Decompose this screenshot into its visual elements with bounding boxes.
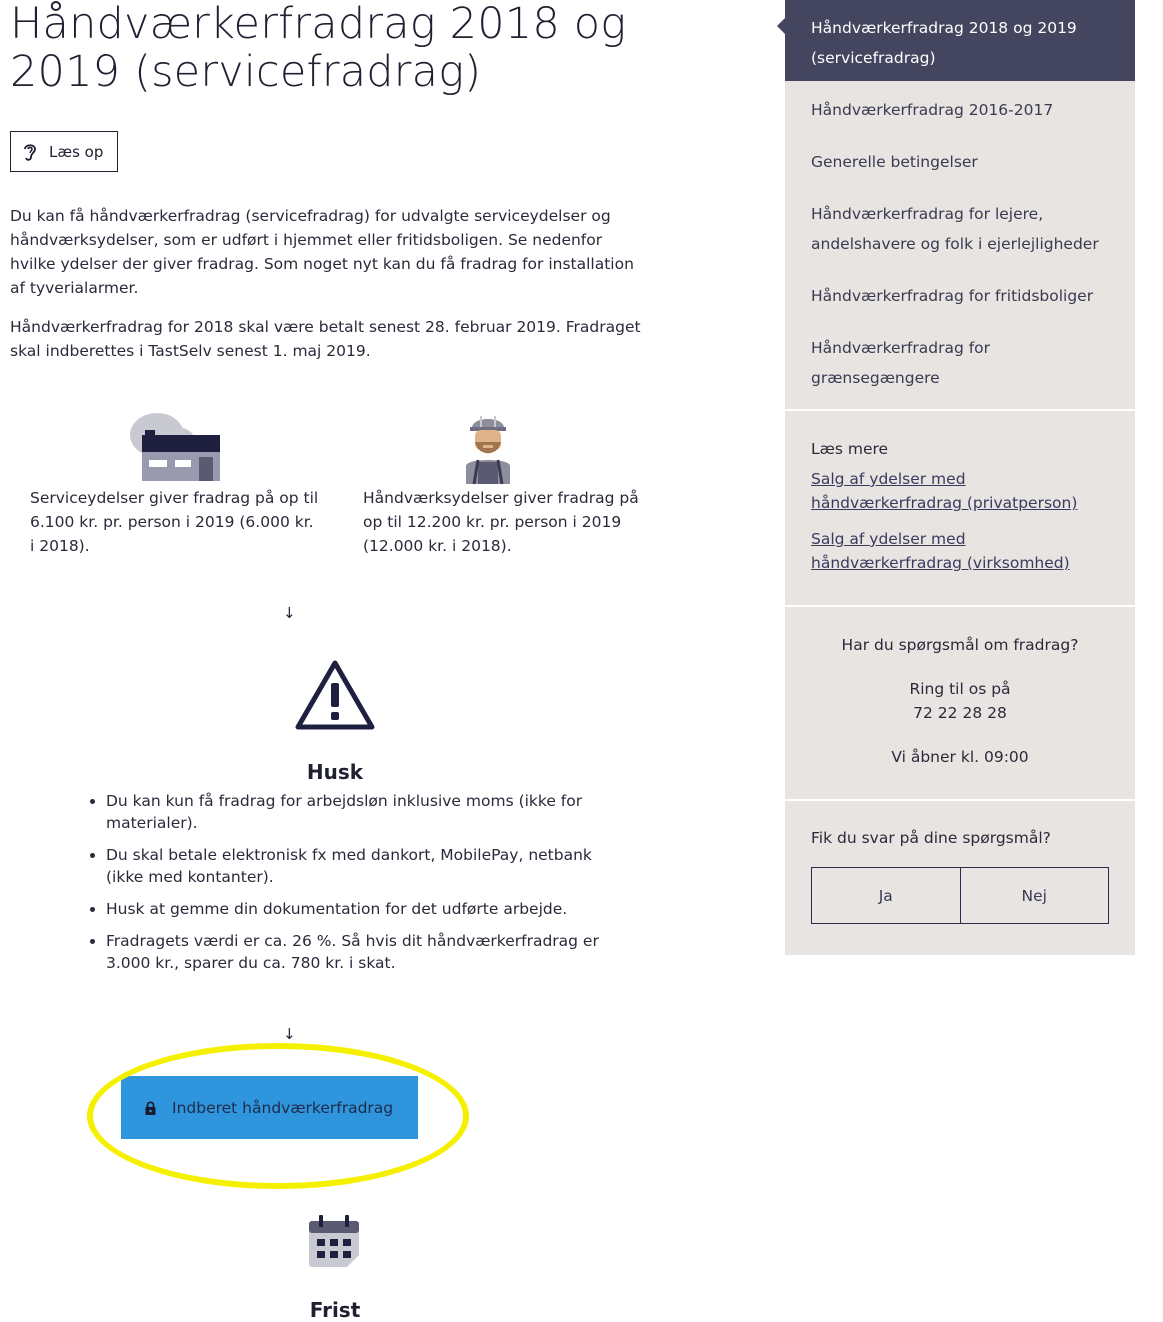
sidebar-nav xyxy=(785,81,1135,409)
intro-paragraph-1: Du kan få håndværkerfradrag (servicefradrag) for udvalgte serviceydelser og håndværksydelser, som er udført i hjemmet eller fritidsboligen. Se nedenfor hvilke ydelser der giver fradrag. Som noget nyt kan du få fradrag for installation af tyverialarmer. xyxy=(10,207,634,297)
remember-heading: Husk xyxy=(306,760,364,784)
contact-phone[interactable]: 72 22 28 28 xyxy=(913,704,1007,722)
read-aloud-button[interactable] xyxy=(10,131,118,172)
remember-list xyxy=(58,790,626,984)
report-deduction-label: Indberet håndværkerfradrag xyxy=(172,1098,394,1117)
read-more-panel xyxy=(785,411,1135,605)
sidebar-item-active[interactable]: Håndværkerfradrag 2018 og 2019 (servicefradrag) xyxy=(785,0,1135,81)
contact-hours: Vi åbner kl. 09:00 xyxy=(891,748,1029,766)
feedback-buttons xyxy=(811,867,1109,924)
sidebar xyxy=(785,0,1135,955)
feedback-no-button[interactable]: Nej xyxy=(961,867,1110,924)
lock-icon xyxy=(145,1101,156,1115)
service-benefit xyxy=(30,410,320,558)
sidebar-item-cross-border[interactable]: Håndværkerfradrag for grænsegængere xyxy=(811,339,991,387)
intro-paragraph-2: Håndværkerfradrag for 2018 skal være betalt senest 28. februar 2019. Fradraget skal indberettes i TastSelv senest 1. maj 2019. xyxy=(10,318,641,360)
craft-benefit xyxy=(363,410,643,558)
sidebar-item-holiday-homes[interactable]: Håndværkerfradrag for fritidsboliger xyxy=(811,287,1094,305)
feedback-question: Fik du svar på dine spørgsmål? xyxy=(811,829,1051,847)
list-item: • Fradragets værdi er ca. 26 %. Så hvis dit håndværkerfradrag er 3.000 kr., sparer du ca. 780 kr. i skat. xyxy=(106,930,626,974)
service-benefit-text: Serviceydelser giver fradrag på op til 6.100 kr. pr. person i 2019 (6.000 kr. i 2018). xyxy=(30,489,319,555)
down-arrow-icon: ↓ xyxy=(283,1025,296,1043)
read-more-link-private[interactable]: Salg af ydelser med håndværkerfradrag (privatperson) xyxy=(811,470,1078,512)
page-title: Håndværkerfradrag 2018 og 2019 (servicefradrag) xyxy=(10,0,627,97)
report-deduction-button[interactable] xyxy=(121,1076,418,1139)
house-icon xyxy=(127,410,222,486)
feedback-yes-button[interactable]: Ja xyxy=(811,867,961,924)
sidebar-item-2016-2017[interactable]: Håndværkerfradrag 2016-2017 xyxy=(811,101,1054,119)
craftsman-icon xyxy=(458,410,518,486)
craft-benefit-text: Håndværksydelser giver fradrag på op til 12.200 kr. pr. person i 2019 (12.000 kr. i 2018). xyxy=(363,489,639,555)
intro-text xyxy=(10,204,650,378)
list-item: • Du skal betale elektronisk fx med dankort, MobilePay, netbank (ikke med kontanter). xyxy=(106,844,626,888)
down-arrow-icon: ↓ xyxy=(283,604,296,622)
warning-icon xyxy=(292,657,378,733)
calendar-icon xyxy=(307,1213,363,1271)
sidebar-item-general-conditions[interactable]: Generelle betingelser xyxy=(811,153,978,171)
deadline-heading: Frist xyxy=(309,1298,361,1322)
sidebar-item-tenants[interactable]: Håndværkerfradrag for lejere, andelshavere og folk i ejerlejligheder xyxy=(811,205,1099,253)
ear-icon xyxy=(21,141,39,163)
feedback-panel xyxy=(785,801,1135,955)
list-item: • Du kan kun få fradrag for arbejdsløn inklusive moms (ikke for materialer). xyxy=(106,790,626,834)
contact-question: Har du spørgsmål om fradrag? xyxy=(841,636,1079,654)
list-item: • Husk at gemme din dokumentation for det udførte arbejde. xyxy=(106,898,626,920)
contact-panel xyxy=(785,607,1135,799)
read-more-link-business[interactable]: Salg af ydelser med håndværkerfradrag (virksomhed) xyxy=(811,530,1070,572)
read-aloud-label: Læs op xyxy=(49,142,104,161)
contact-call-label: Ring til os på xyxy=(909,680,1011,698)
read-more-heading: Læs mere xyxy=(811,440,889,458)
